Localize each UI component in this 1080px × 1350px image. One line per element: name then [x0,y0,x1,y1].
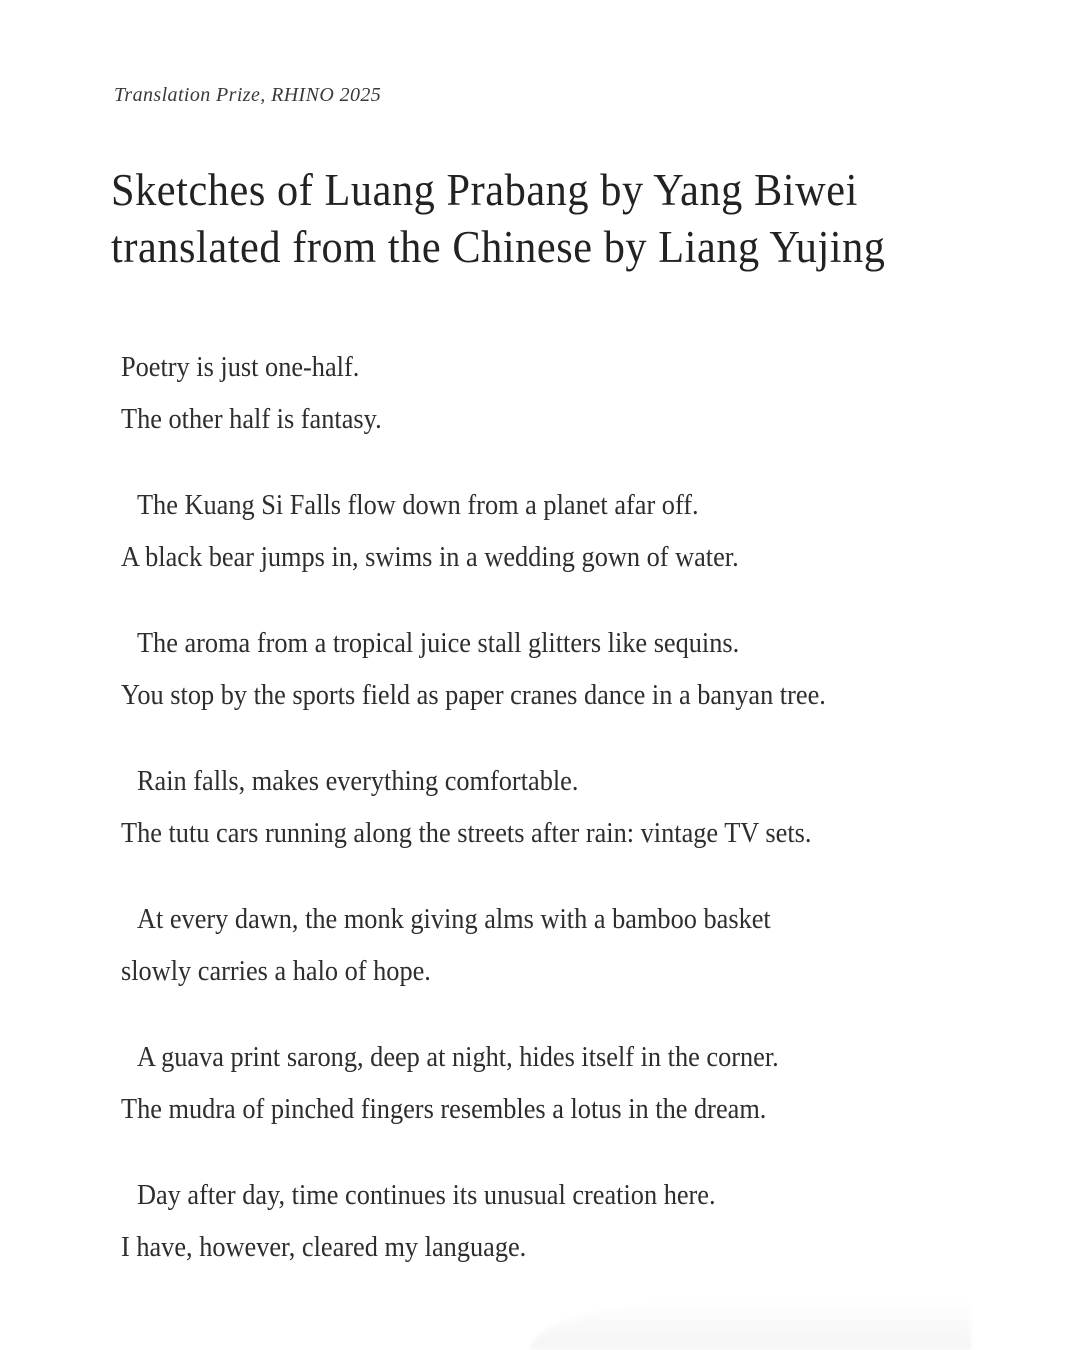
title-line-1: Sketches of Luang Prabang by Yang Biwei [111,165,858,215]
poem-line: At every dawn, the monk giving alms with a bamboo basket [136,904,771,935]
page-title [111,162,886,276]
stanza [121,894,826,998]
poem-line: A guava print sarong, deep at night, hides itself in the corner. [136,1042,779,1073]
stanza [121,480,826,584]
stanza [121,756,826,860]
stanza [121,1170,826,1274]
poem [121,342,826,1308]
poem-line: The other half is fantasy. [121,404,382,435]
poem-line: slowly carries a halo of hope. [121,956,431,987]
poem-line: The Kuang Si Falls flow down from a planet afar off. [136,490,699,521]
stanza [121,618,826,722]
poem-line: Poetry is just one-half. [121,352,360,383]
prize-kicker: Translation Prize, RHINO 2025 [114,84,382,106]
poem-line: You stop by the sports field as paper cranes dance in a banyan tree. [121,680,826,711]
stanza [121,342,826,446]
stanza [121,1032,826,1136]
poem-line: The mudra of pinched fingers resembles a lotus in the dream. [121,1094,767,1125]
poem-line: A black bear jumps in, swims in a wedding gown of water. [121,542,739,573]
title-line-2: translated from the Chinese by Liang Yujing [111,222,886,272]
poem-line: The aroma from a tropical juice stall glitters like sequins. [136,628,740,659]
poem-line: Day after day, time continues its unusual creation here. [136,1180,716,1211]
poem-line: Rain falls, makes everything comfortable. [136,766,579,797]
poem-line: The tutu cars running along the streets after rain: vintage TV sets. [121,818,812,849]
poem-line: I have, however, cleared my language. [121,1232,527,1263]
